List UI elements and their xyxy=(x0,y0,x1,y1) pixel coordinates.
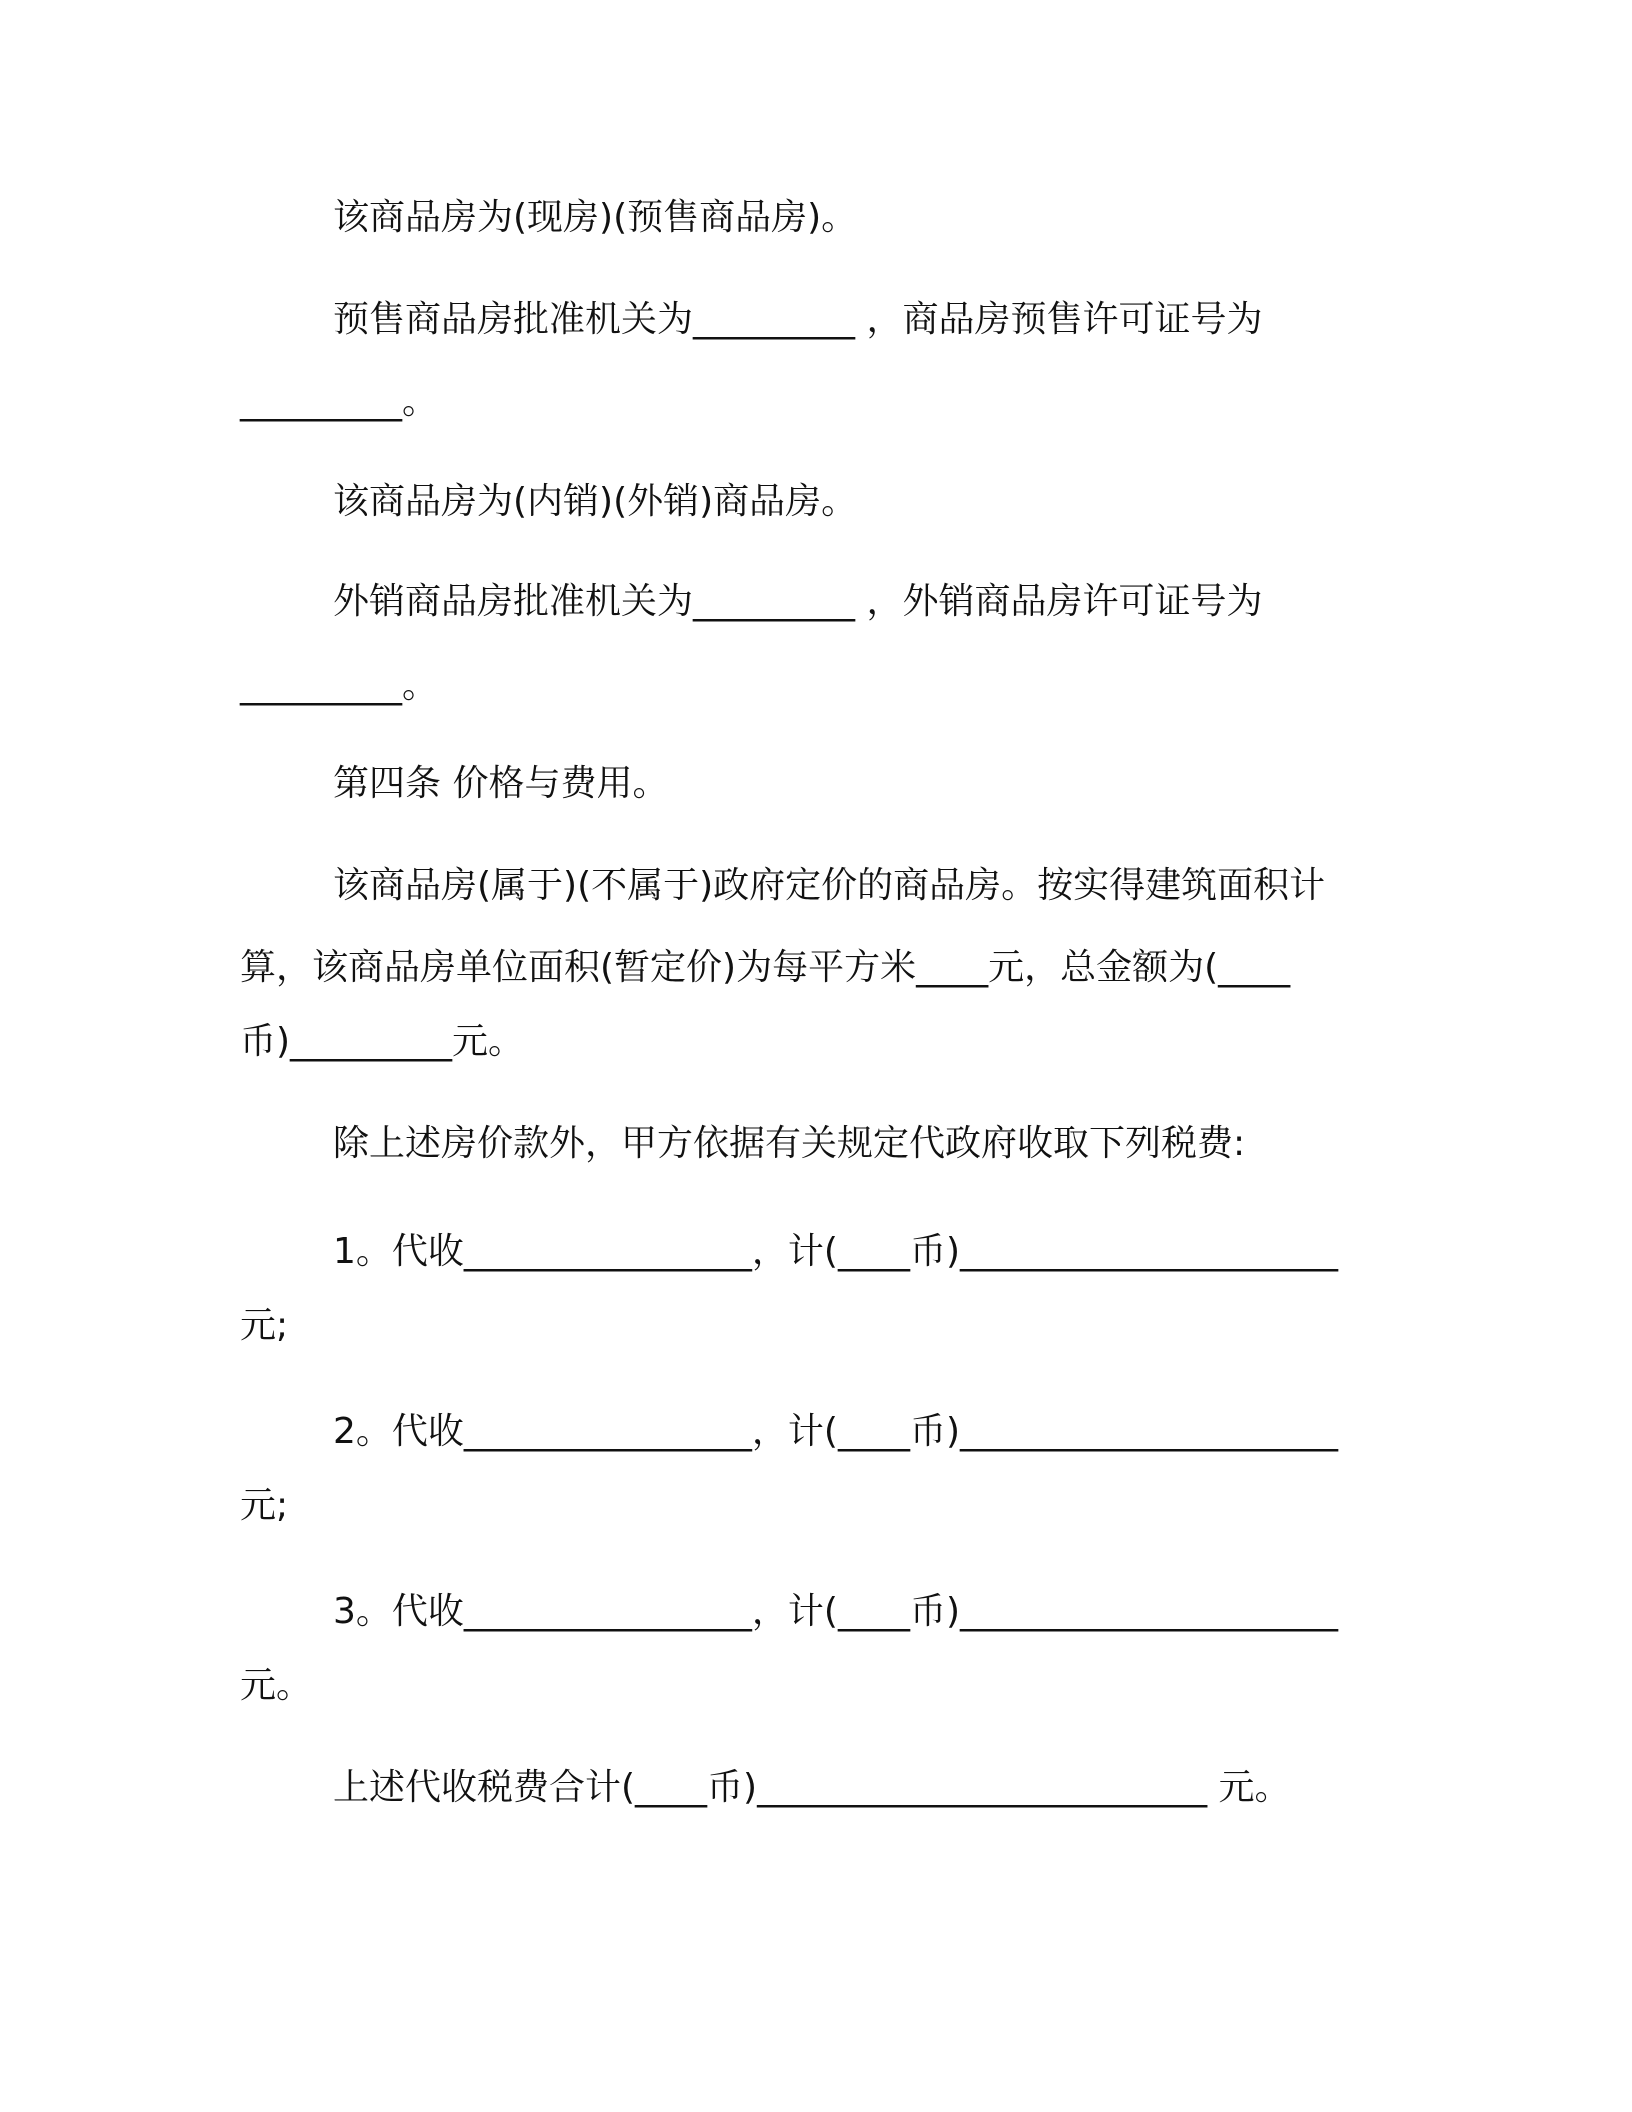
paragraph-pricing-line-1: 该商品房(属于)(不属于)政府定价的商品房。按实得建筑面积计 xyxy=(333,865,1326,906)
paragraph-sale-market: 该商品房为(内销)(外销)商品房。 xyxy=(333,481,858,522)
paragraph-house-type: 该商品房为(现房)(预售商品房)。 xyxy=(333,197,858,238)
paragraph-pricing-line-2: 算，该商品房单位面积(暂定价)为每平方米____元，总金额为(____ xyxy=(240,947,1291,988)
paragraph-presale-authority: 预售商品房批准机关为_________ ，商品房预售许可证号为 xyxy=(333,299,1263,340)
paragraph-export-authority: 外销商品房批准机关为_________ ，外销商品房许可证号为 xyxy=(333,581,1263,622)
tax-item-2-unit: 元; xyxy=(240,1485,289,1526)
tax-item-2: 2。代收________________，计(____币)_____________________ xyxy=(333,1411,1338,1452)
paragraph-presale-license-cont: _________。 xyxy=(240,381,439,422)
tax-item-3-unit: 元。 xyxy=(240,1665,313,1706)
tax-item-1: 1。代收________________，计(____币)_____________________ xyxy=(333,1231,1338,1272)
tax-total-line: 上述代收税费合计(____币)_________________________ 元。 xyxy=(333,1767,1291,1808)
paragraph-pricing-line-3: 币)_________元。 xyxy=(240,1021,525,1062)
paragraph-taxes-intro: 除上述房价款外，甲方依据有关规定代政府收取下列税费: xyxy=(333,1123,1246,1164)
paragraph-export-license-cont: _________。 xyxy=(240,665,439,706)
article-four-heading: 第四条 价格与费用。 xyxy=(333,763,669,804)
tax-item-1-unit: 元; xyxy=(240,1305,289,1346)
tax-item-3: 3。代收________________，计(____币)_____________________ xyxy=(333,1591,1338,1632)
